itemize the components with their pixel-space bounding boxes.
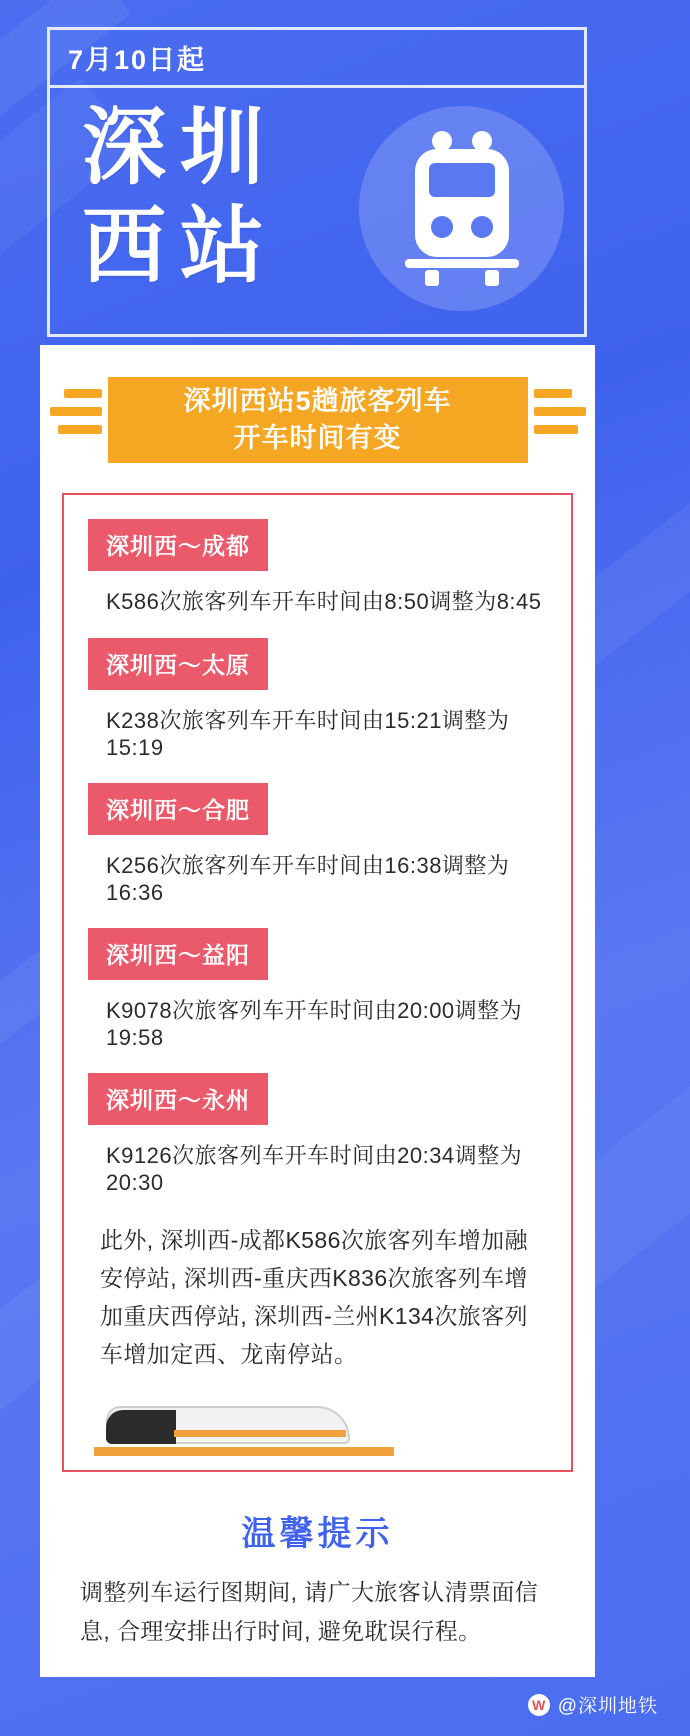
route-description: K586次旅客列车开车时间由8:50调整为8:45 <box>106 589 542 614</box>
route-tag: 深圳西～成都 <box>88 519 268 571</box>
list-item <box>64 638 571 761</box>
ribbon-decoration-right <box>534 389 590 451</box>
header-date-row <box>50 30 584 88</box>
train-nose-shape <box>106 1410 176 1444</box>
weibo-icon: W <box>528 1694 550 1716</box>
list-item <box>64 1073 571 1196</box>
station-name-line1: 深圳 <box>82 100 279 194</box>
header-banner <box>47 27 587 337</box>
content-card <box>40 345 595 1677</box>
section-title-ribbon <box>108 377 528 463</box>
train-illustration <box>64 1392 571 1470</box>
route-tag: 深圳西～太原 <box>88 638 268 690</box>
section-title-line2: 开车时间有变 <box>233 423 402 453</box>
train-stripe-shape <box>174 1430 346 1437</box>
tips-title: 温馨提示 <box>241 1514 394 1553</box>
route-description: K238次旅客列车开车时间由15:21调整为15:19 <box>106 708 510 760</box>
train-icon <box>359 106 564 311</box>
footer <box>528 1691 658 1718</box>
list-item <box>64 783 571 906</box>
additional-note: 此外, 深圳西-成都K586次旅客列车增加融安停站, 深圳西-重庆西K836次旅客列车增加重庆西停站, 深圳西-兰州K134次旅客列车增加定西、龙南停站。 <box>100 1227 528 1367</box>
route-description: K9126次旅客列车开车时间由20:34调整为20:30 <box>106 1143 523 1195</box>
route-tag: 深圳西～永州 <box>88 1073 268 1125</box>
tips-text: 调整列车运行图期间, 请广大旅客认清票面信息, 合理安排出行时间, 避免耽误行程。 <box>80 1578 539 1644</box>
route-description: K9078次旅客列车开车时间由20:00调整为19:58 <box>106 998 523 1050</box>
list-item <box>64 928 571 1051</box>
header-body <box>50 88 584 334</box>
station-name-line2: 西站 <box>82 199 279 294</box>
footer-account: @深圳地铁 <box>557 1696 658 1717</box>
section-title-line1: 深圳西站5趟旅客列车 <box>183 385 452 416</box>
route-tag: 深圳西～益阳 <box>88 928 268 980</box>
route-tag: 深圳西～合肥 <box>88 783 268 835</box>
effective-date-label: 7月10日起 <box>68 45 207 75</box>
station-name <box>82 98 278 296</box>
schedule-list-box <box>62 493 573 1472</box>
list-item <box>64 519 571 616</box>
train-rail-shape <box>94 1447 394 1456</box>
route-description: K256次旅客列车开车时间由16:38调整为16:36 <box>106 853 510 905</box>
ribbon-decoration-left <box>46 389 102 451</box>
